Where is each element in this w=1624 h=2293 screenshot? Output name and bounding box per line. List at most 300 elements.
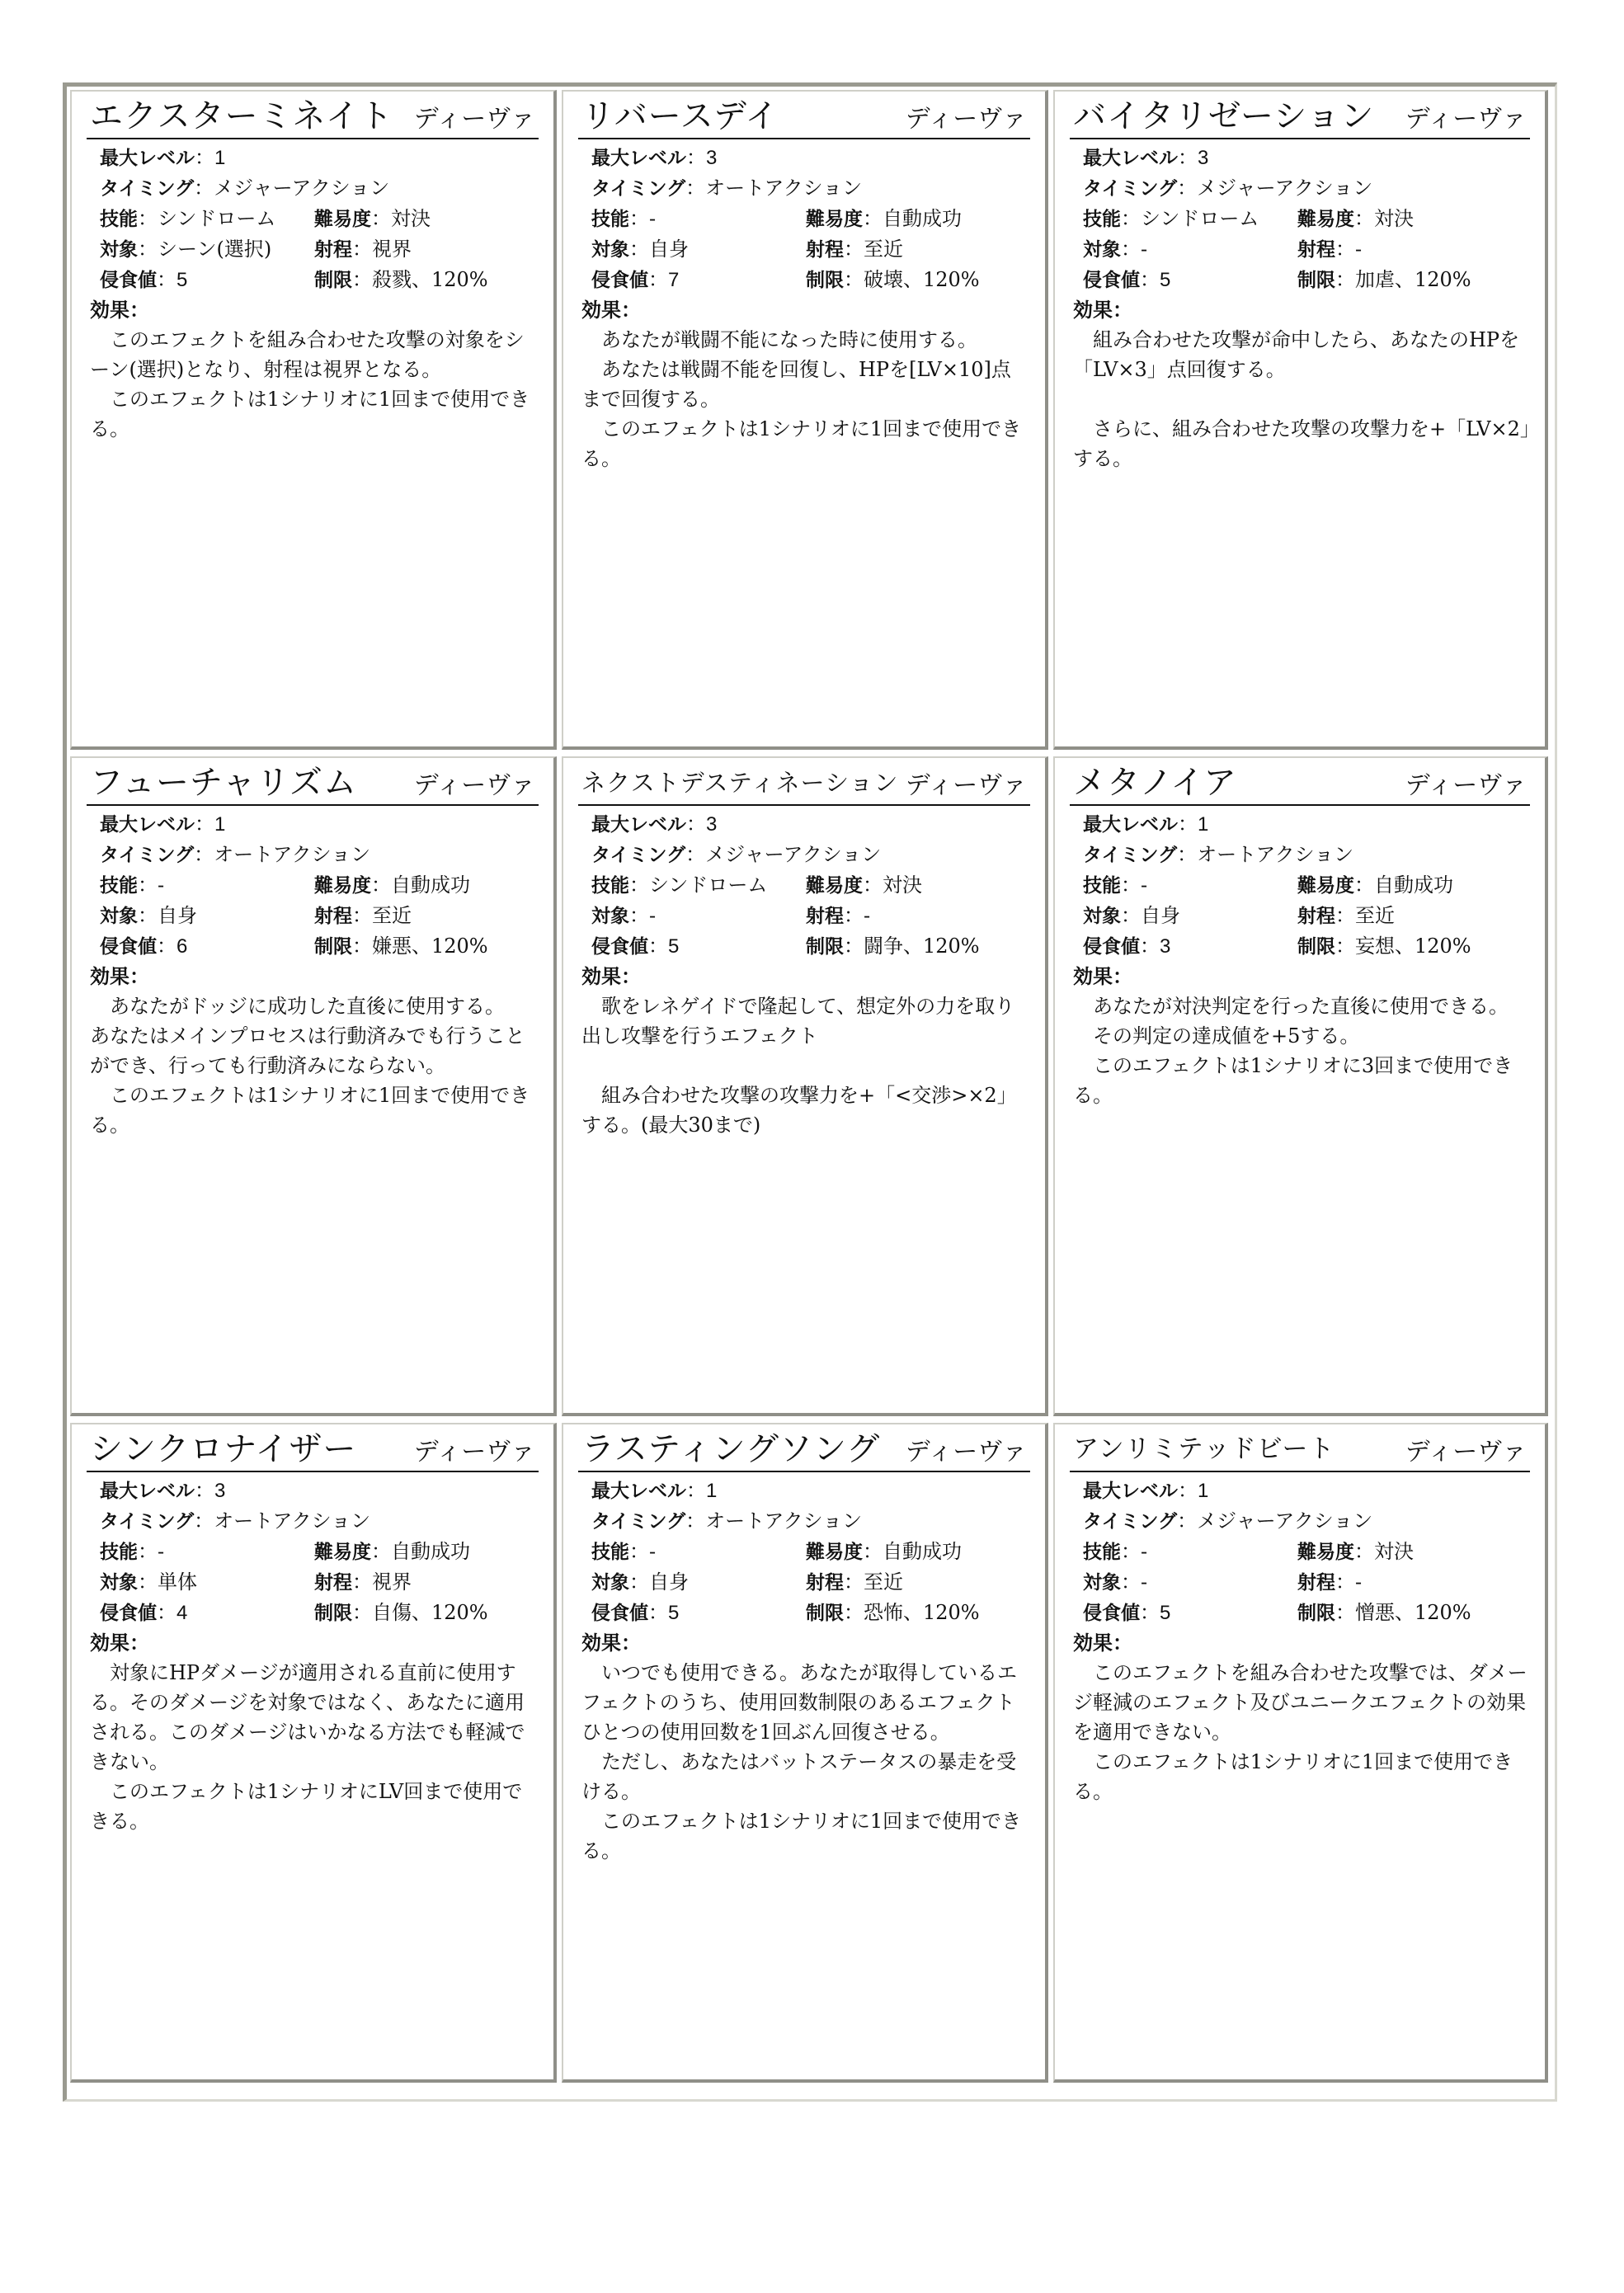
target-label: 対象 xyxy=(1083,906,1121,927)
difficulty-value: 対決 xyxy=(1374,207,1414,230)
separator: ： xyxy=(1335,268,1355,291)
limit-label: 制限 xyxy=(806,936,844,958)
separator: ： xyxy=(629,904,649,927)
difficulty-label: 難易度 xyxy=(314,875,371,897)
timing-row xyxy=(578,840,1030,870)
effect-name: シンクロナイザー xyxy=(90,1430,357,1468)
effect-label-row xyxy=(87,962,539,991)
erosion-row xyxy=(87,931,539,962)
erosion-value: 6 xyxy=(177,935,188,958)
target-value: 単体 xyxy=(158,1570,197,1594)
difficulty-value: 対決 xyxy=(883,873,922,897)
erosion-value: 7 xyxy=(668,269,680,291)
difficulty-label: 難易度 xyxy=(314,209,371,230)
separator: ： xyxy=(1177,177,1198,200)
range-label: 射程 xyxy=(314,1572,352,1594)
timing-label: タイミング xyxy=(1083,1511,1178,1533)
max-level-label: 最大レベル xyxy=(100,814,195,836)
syndrome-name: ディーヴァ xyxy=(905,1438,1027,1467)
separator: ： xyxy=(195,146,214,169)
timing-value: メジャーアクション xyxy=(705,843,882,866)
effect-card-7 xyxy=(70,1423,557,2083)
effect-paragraph: あなたが対決判定を行った直後に使用できる。 xyxy=(1073,995,1509,1018)
max-level-value: 1 xyxy=(706,1480,718,1502)
separator: ： xyxy=(1121,873,1141,897)
difficulty-value: 対決 xyxy=(391,207,431,230)
separator: ： xyxy=(138,873,158,897)
separator: ： xyxy=(629,1540,649,1563)
separator: ： xyxy=(157,935,177,958)
difficulty-value: 自動成功 xyxy=(1374,873,1453,897)
separator: ： xyxy=(1335,935,1355,958)
separator: ： xyxy=(194,177,214,200)
skill-row xyxy=(1070,1537,1530,1567)
effect-name: アンリミテッドビート xyxy=(1073,1434,1335,1464)
timing-row xyxy=(578,173,1030,204)
erosion-value: 5 xyxy=(177,269,188,291)
effect-label: 効果 xyxy=(90,299,129,322)
separator: ： xyxy=(352,1570,372,1594)
separator: ： xyxy=(1178,1479,1198,1502)
difficulty-value: 自動成功 xyxy=(883,207,962,230)
target-label: 対象 xyxy=(100,1572,138,1594)
skill-value: シンドローム xyxy=(158,207,276,230)
limit-value: 殺戮、120% xyxy=(372,268,488,291)
timing-label: タイミング xyxy=(100,1511,195,1533)
skill-value: - xyxy=(1141,873,1148,897)
effect-text xyxy=(87,991,539,1140)
separator: ： xyxy=(1335,904,1355,927)
separator: ： xyxy=(648,935,668,958)
effect-label-row xyxy=(578,295,1030,325)
separator: ： xyxy=(129,965,149,988)
limit-value: 妄想、120% xyxy=(1355,935,1471,958)
effect-paragraph: このエフェクトは1シナリオに1回まで使用できる。 xyxy=(1073,1750,1513,1803)
timing-row xyxy=(578,1506,1030,1537)
erosion-row xyxy=(578,1598,1030,1628)
difficulty-value: 対決 xyxy=(1374,1540,1414,1563)
erosion-value: 4 xyxy=(177,1602,188,1624)
erosion-label: 侵食値 xyxy=(591,936,648,958)
max-level-value: 1 xyxy=(1198,1480,1209,1502)
max-level-label: 最大レベル xyxy=(1083,148,1178,169)
effect-label: 効果 xyxy=(1073,965,1113,988)
separator: ： xyxy=(629,207,649,230)
erosion-value: 3 xyxy=(1160,935,1171,958)
skill-value: シンドローム xyxy=(1141,207,1259,230)
separator: ： xyxy=(863,1540,883,1563)
effect-text xyxy=(87,325,539,444)
max-level-row xyxy=(578,809,1030,840)
separator: ： xyxy=(1113,1631,1132,1655)
separator: ： xyxy=(1354,1540,1374,1563)
effect-paragraph: 組み合わせた攻撃が命中したら、あなたのHPを「LV×3」点回復する。 xyxy=(1073,328,1520,381)
effect-paragraph: このエフェクトは1シナリオに1回まで使用できる。 xyxy=(581,417,1022,470)
range-label: 射程 xyxy=(314,906,352,927)
erosion-label: 侵食値 xyxy=(100,270,157,291)
target-row xyxy=(1070,901,1530,931)
skill-row xyxy=(578,870,1030,901)
separator: ： xyxy=(1177,843,1198,866)
effect-card-8 xyxy=(562,1423,1048,2083)
erosion-row xyxy=(87,1598,539,1628)
difficulty-value: 自動成功 xyxy=(391,873,470,897)
erosion-label: 侵食値 xyxy=(100,1603,157,1624)
separator: ： xyxy=(621,299,641,322)
erosion-row xyxy=(1070,1598,1530,1628)
max-level-label: 最大レベル xyxy=(591,148,686,169)
timing-row xyxy=(87,840,539,870)
target-value: - xyxy=(1141,1570,1148,1594)
max-level-label: 最大レベル xyxy=(100,148,195,169)
max-level-label: 最大レベル xyxy=(100,1481,195,1502)
range-value: - xyxy=(864,904,871,927)
target-label: 対象 xyxy=(591,1572,629,1594)
target-value: 自身 xyxy=(1141,904,1180,927)
separator: ： xyxy=(629,238,649,261)
effect-card-sheet xyxy=(63,82,1557,2102)
effect-paragraph: 組み合わせた攻撃の攻撃力を+「<交渉>×2」する。(最大30まで) xyxy=(581,1084,1017,1137)
syndrome-name: ディーヴァ xyxy=(413,105,535,134)
effect-text xyxy=(1070,991,1530,1110)
effect-paragraph: このエフェクトを組み合わせた攻撃の対象をシーン(選択)となり、射程は視界となる。 xyxy=(90,328,525,381)
difficulty-label: 難易度 xyxy=(806,1542,863,1563)
effect-name: フューチャリズム xyxy=(90,764,357,802)
effect-label: 効果 xyxy=(90,1631,129,1655)
separator: ： xyxy=(195,1479,214,1502)
range-value: - xyxy=(1355,238,1363,261)
erosion-label: 侵食値 xyxy=(1083,270,1140,291)
effect-label: 効果 xyxy=(581,1631,621,1655)
separator: ： xyxy=(1121,238,1141,261)
separator: ： xyxy=(1113,965,1132,988)
timing-value: オートアクション xyxy=(1197,843,1354,866)
separator: ： xyxy=(1140,268,1160,291)
separator: ： xyxy=(629,873,649,897)
separator: ： xyxy=(685,843,706,866)
range-label: 射程 xyxy=(806,239,844,261)
effect-name: エクスターミネイト xyxy=(90,97,393,135)
separator: ： xyxy=(129,299,149,322)
skill-label: 技能 xyxy=(591,875,629,897)
max-level-value: 3 xyxy=(706,147,718,169)
max-level-value: 1 xyxy=(214,147,226,169)
limit-label: 制限 xyxy=(314,1603,352,1624)
effect-label-row xyxy=(1070,295,1530,325)
card-title-bar xyxy=(578,1429,1030,1472)
syndrome-name: ディーヴァ xyxy=(413,771,535,800)
effect-label-row xyxy=(1070,962,1530,991)
target-label: 対象 xyxy=(1083,1572,1121,1594)
separator: ： xyxy=(844,238,864,261)
max-level-row xyxy=(87,1476,539,1506)
range-value: 至近 xyxy=(372,904,412,927)
target-row xyxy=(578,1567,1030,1598)
separator: ： xyxy=(1177,1509,1198,1533)
limit-value: 憎悪、120% xyxy=(1355,1601,1471,1624)
range-value: 至近 xyxy=(864,238,903,261)
effect-paragraph: あなたは戦闘不能を回復し、HPを[LV×10]点まで回復する。 xyxy=(581,358,1011,411)
skill-value: - xyxy=(158,1540,165,1563)
separator: ： xyxy=(129,1631,149,1655)
skill-label: 技能 xyxy=(591,1542,629,1563)
separator: ： xyxy=(621,965,641,988)
separator: ： xyxy=(1121,904,1141,927)
timing-value: メジャーアクション xyxy=(1197,1509,1373,1533)
target-row xyxy=(578,234,1030,265)
effect-text xyxy=(87,1658,539,1836)
skill-value: - xyxy=(1141,1540,1148,1563)
separator: ： xyxy=(352,1601,372,1624)
effect-text xyxy=(578,991,1030,1140)
separator: ： xyxy=(1354,207,1374,230)
limit-label: 制限 xyxy=(1297,270,1335,291)
separator: ： xyxy=(1121,1540,1141,1563)
effect-paragraph: あなたがドッジに成功した直後に使用する。 xyxy=(90,995,506,1018)
effect-name: メタノイア xyxy=(1073,764,1237,802)
syndrome-name: ディーヴァ xyxy=(905,771,1027,800)
effect-label: 効果 xyxy=(90,965,129,988)
skill-label: 技能 xyxy=(100,1542,138,1563)
target-row xyxy=(87,901,539,931)
skill-row xyxy=(578,204,1030,234)
card-title-bar xyxy=(87,1429,539,1472)
effect-text xyxy=(1070,325,1530,473)
limit-label: 制限 xyxy=(314,936,352,958)
effect-label-row xyxy=(87,1628,539,1658)
target-value: 自身 xyxy=(649,1570,689,1594)
effect-label-row xyxy=(578,1628,1030,1658)
max-level-row xyxy=(87,809,539,840)
max-level-value: 3 xyxy=(706,813,718,836)
separator: ： xyxy=(371,873,391,897)
difficulty-label: 難易度 xyxy=(1297,1542,1354,1563)
effect-paragraph: このエフェクトを組み合わせた攻撃では、ダメージ軽減のエフェクト及びユニークエフェクトの効果を適用できない。 xyxy=(1073,1661,1528,1744)
separator: ： xyxy=(195,812,214,836)
effect-paragraph xyxy=(581,1051,1030,1081)
erosion-label: 侵食値 xyxy=(591,1603,648,1624)
effect-name: ネクストデスティネーション xyxy=(581,769,899,797)
timing-value: オートアクション xyxy=(705,177,863,200)
effect-paragraph: 対象にHPダメージが適用される直前に使用する。そのダメージを対象ではなく、あなたに適用される。このダメージはいかなる方法でも軽減できない。 xyxy=(90,1661,525,1773)
separator: ： xyxy=(863,207,883,230)
effect-paragraph: さらに、組み合わせた攻撃の攻撃力を+「LV×2」する。 xyxy=(1073,417,1530,470)
effect-paragraph: このエフェクトは1シナリオに1回まで使用できる。 xyxy=(90,1084,530,1137)
timing-value: オートアクション xyxy=(705,1509,863,1533)
max-level-row xyxy=(1070,809,1530,840)
timing-label: タイミング xyxy=(1083,845,1178,866)
skill-value: - xyxy=(158,873,165,897)
card-title-bar xyxy=(1070,97,1530,139)
skill-row xyxy=(1070,204,1530,234)
effect-label: 効果 xyxy=(581,299,621,322)
separator: ： xyxy=(844,904,864,927)
separator: ： xyxy=(1140,935,1160,958)
target-row xyxy=(87,234,539,265)
limit-label: 制限 xyxy=(1297,936,1335,958)
difficulty-value: 自動成功 xyxy=(883,1540,962,1563)
limit-label: 制限 xyxy=(806,270,844,291)
separator: ： xyxy=(1178,146,1198,169)
max-level-row xyxy=(87,143,539,173)
max-level-label: 最大レベル xyxy=(591,1481,686,1502)
effect-card-1 xyxy=(70,90,557,750)
effect-text xyxy=(578,325,1030,473)
timing-value: オートアクション xyxy=(214,1509,371,1533)
separator: ： xyxy=(1335,1570,1355,1594)
timing-label: タイミング xyxy=(100,178,195,200)
limit-value: 闘争、120% xyxy=(864,935,980,958)
separator: ： xyxy=(1335,1601,1355,1624)
erosion-row xyxy=(1070,931,1530,962)
skill-row xyxy=(1070,870,1530,901)
max-level-value: 1 xyxy=(214,813,226,836)
range-value: 視界 xyxy=(372,1570,412,1594)
effect-paragraph: このエフェクトは1シナリオにLV回まで使用できる。 xyxy=(90,1780,523,1833)
separator: ： xyxy=(863,873,883,897)
erosion-label: 侵食値 xyxy=(100,936,157,958)
skill-row xyxy=(87,204,539,234)
card-title-bar xyxy=(578,763,1030,806)
limit-value: 破壊、120% xyxy=(864,268,980,291)
separator: ： xyxy=(371,1540,391,1563)
target-row xyxy=(1070,1567,1530,1598)
difficulty-label: 難易度 xyxy=(806,875,863,897)
erosion-row xyxy=(578,931,1030,962)
effect-card-2 xyxy=(562,90,1048,750)
skill-label: 技能 xyxy=(1083,875,1121,897)
syndrome-name: ディーヴァ xyxy=(1405,771,1527,800)
erosion-row xyxy=(1070,265,1530,295)
effect-paragraph: あなたが戦闘不能になった時に使用する。 xyxy=(581,328,977,351)
limit-value: 加虐、120% xyxy=(1355,268,1471,291)
target-label: 対象 xyxy=(591,239,629,261)
skill-row xyxy=(87,870,539,901)
erosion-value: 5 xyxy=(1160,1602,1171,1624)
card-title-bar xyxy=(87,97,539,139)
range-label: 射程 xyxy=(806,1572,844,1594)
limit-value: 嫌悪、120% xyxy=(372,935,488,958)
effect-paragraph: 歌をレネゲイドで隆起して、想定外の力を取り出し攻撃を行うエフェクト xyxy=(581,995,1015,1048)
max-level-value: 3 xyxy=(214,1480,226,1502)
separator: ： xyxy=(1354,873,1374,897)
skill-value: シンドローム xyxy=(649,873,768,897)
timing-value: メジャーアクション xyxy=(1197,177,1373,200)
skill-label: 技能 xyxy=(591,209,629,230)
effect-paragraph: このエフェクトは1シナリオに1回まで使用できる。 xyxy=(90,388,530,440)
limit-label: 制限 xyxy=(314,270,352,291)
timing-row xyxy=(87,173,539,204)
effect-label: 効果 xyxy=(1073,299,1113,322)
effect-label: 効果 xyxy=(1073,1631,1113,1655)
difficulty-label: 難易度 xyxy=(314,1542,371,1563)
effect-name: ラスティングソング xyxy=(581,1430,881,1468)
separator: ： xyxy=(685,1509,706,1533)
separator: ： xyxy=(686,1479,706,1502)
timing-label: タイミング xyxy=(591,845,686,866)
separator: ： xyxy=(138,207,158,230)
separator: ： xyxy=(1335,238,1355,261)
effect-paragraph: いつでも使用できる。あなたが取得しているエフェクトのうち、使用回数制限のあるエフェクトひとつの使用回数を1回ぶん回復させる。 xyxy=(581,1661,1017,1744)
effect-paragraph: あなたはメインプロセスは行動済みでも行うことができ、行っても行動済みにならない。 xyxy=(90,1024,525,1077)
timing-label: タイミング xyxy=(591,178,686,200)
separator: ： xyxy=(352,935,372,958)
max-level-row xyxy=(578,1476,1030,1506)
max-level-value: 3 xyxy=(1198,147,1209,169)
difficulty-label: 難易度 xyxy=(1297,209,1354,230)
difficulty-value: 自動成功 xyxy=(391,1540,470,1563)
separator: ： xyxy=(1121,207,1141,230)
skill-row xyxy=(87,1537,539,1567)
separator: ： xyxy=(1140,1601,1160,1624)
target-value: - xyxy=(649,904,657,927)
separator: ： xyxy=(686,146,706,169)
target-value: 自身 xyxy=(649,238,689,261)
skill-label: 技能 xyxy=(1083,1542,1121,1563)
effect-paragraph: ただし、あなたはバットステータスの暴走を受ける。 xyxy=(581,1750,1017,1803)
effect-label-row xyxy=(87,295,539,325)
effect-label: 効果 xyxy=(581,965,621,988)
effect-name: リバースデイ xyxy=(581,97,779,135)
erosion-row xyxy=(87,265,539,295)
effect-label-row xyxy=(578,962,1030,991)
separator: ： xyxy=(621,1631,641,1655)
timing-label: タイミング xyxy=(591,1511,686,1533)
target-value: - xyxy=(1141,238,1148,261)
timing-row xyxy=(1070,1506,1530,1537)
skill-label: 技能 xyxy=(100,209,138,230)
separator: ： xyxy=(352,268,372,291)
effect-name: バイタリゼーション xyxy=(1073,97,1375,135)
effect-paragraph: このエフェクトは1シナリオに1回まで使用できる。 xyxy=(581,1810,1022,1862)
max-level-row xyxy=(578,143,1030,173)
effect-card-4 xyxy=(70,756,557,1416)
target-label: 対象 xyxy=(591,906,629,927)
range-value: 至近 xyxy=(864,1570,903,1594)
effect-card-3 xyxy=(1053,90,1548,750)
separator: ： xyxy=(844,1601,864,1624)
card-title-bar xyxy=(87,763,539,806)
separator: ： xyxy=(157,268,177,291)
separator: ： xyxy=(157,1601,177,1624)
separator: ： xyxy=(844,268,864,291)
syndrome-name: ディーヴァ xyxy=(905,105,1027,134)
separator: ： xyxy=(1113,299,1132,322)
erosion-label: 侵食値 xyxy=(1083,936,1140,958)
effect-paragraph: その判定の達成値を+5する。 xyxy=(1073,1024,1360,1048)
erosion-row xyxy=(578,265,1030,295)
card-title-bar xyxy=(578,97,1030,139)
range-label: 射程 xyxy=(806,906,844,927)
skill-value: - xyxy=(649,207,657,230)
syndrome-name: ディーヴァ xyxy=(413,1438,535,1467)
separator: ： xyxy=(352,904,372,927)
separator: ： xyxy=(685,177,706,200)
separator: ： xyxy=(629,1570,649,1594)
range-value: - xyxy=(1355,1570,1363,1594)
range-value: 視界 xyxy=(372,238,412,261)
timing-row xyxy=(87,1506,539,1537)
separator: ： xyxy=(648,1601,668,1624)
effect-paragraph xyxy=(1073,384,1530,414)
separator: ： xyxy=(648,268,668,291)
separator: ： xyxy=(1121,1570,1141,1594)
effect-card-5 xyxy=(562,756,1048,1416)
separator: ： xyxy=(371,207,391,230)
separator: ： xyxy=(138,1540,158,1563)
difficulty-label: 難易度 xyxy=(806,209,863,230)
separator: ： xyxy=(138,238,158,261)
